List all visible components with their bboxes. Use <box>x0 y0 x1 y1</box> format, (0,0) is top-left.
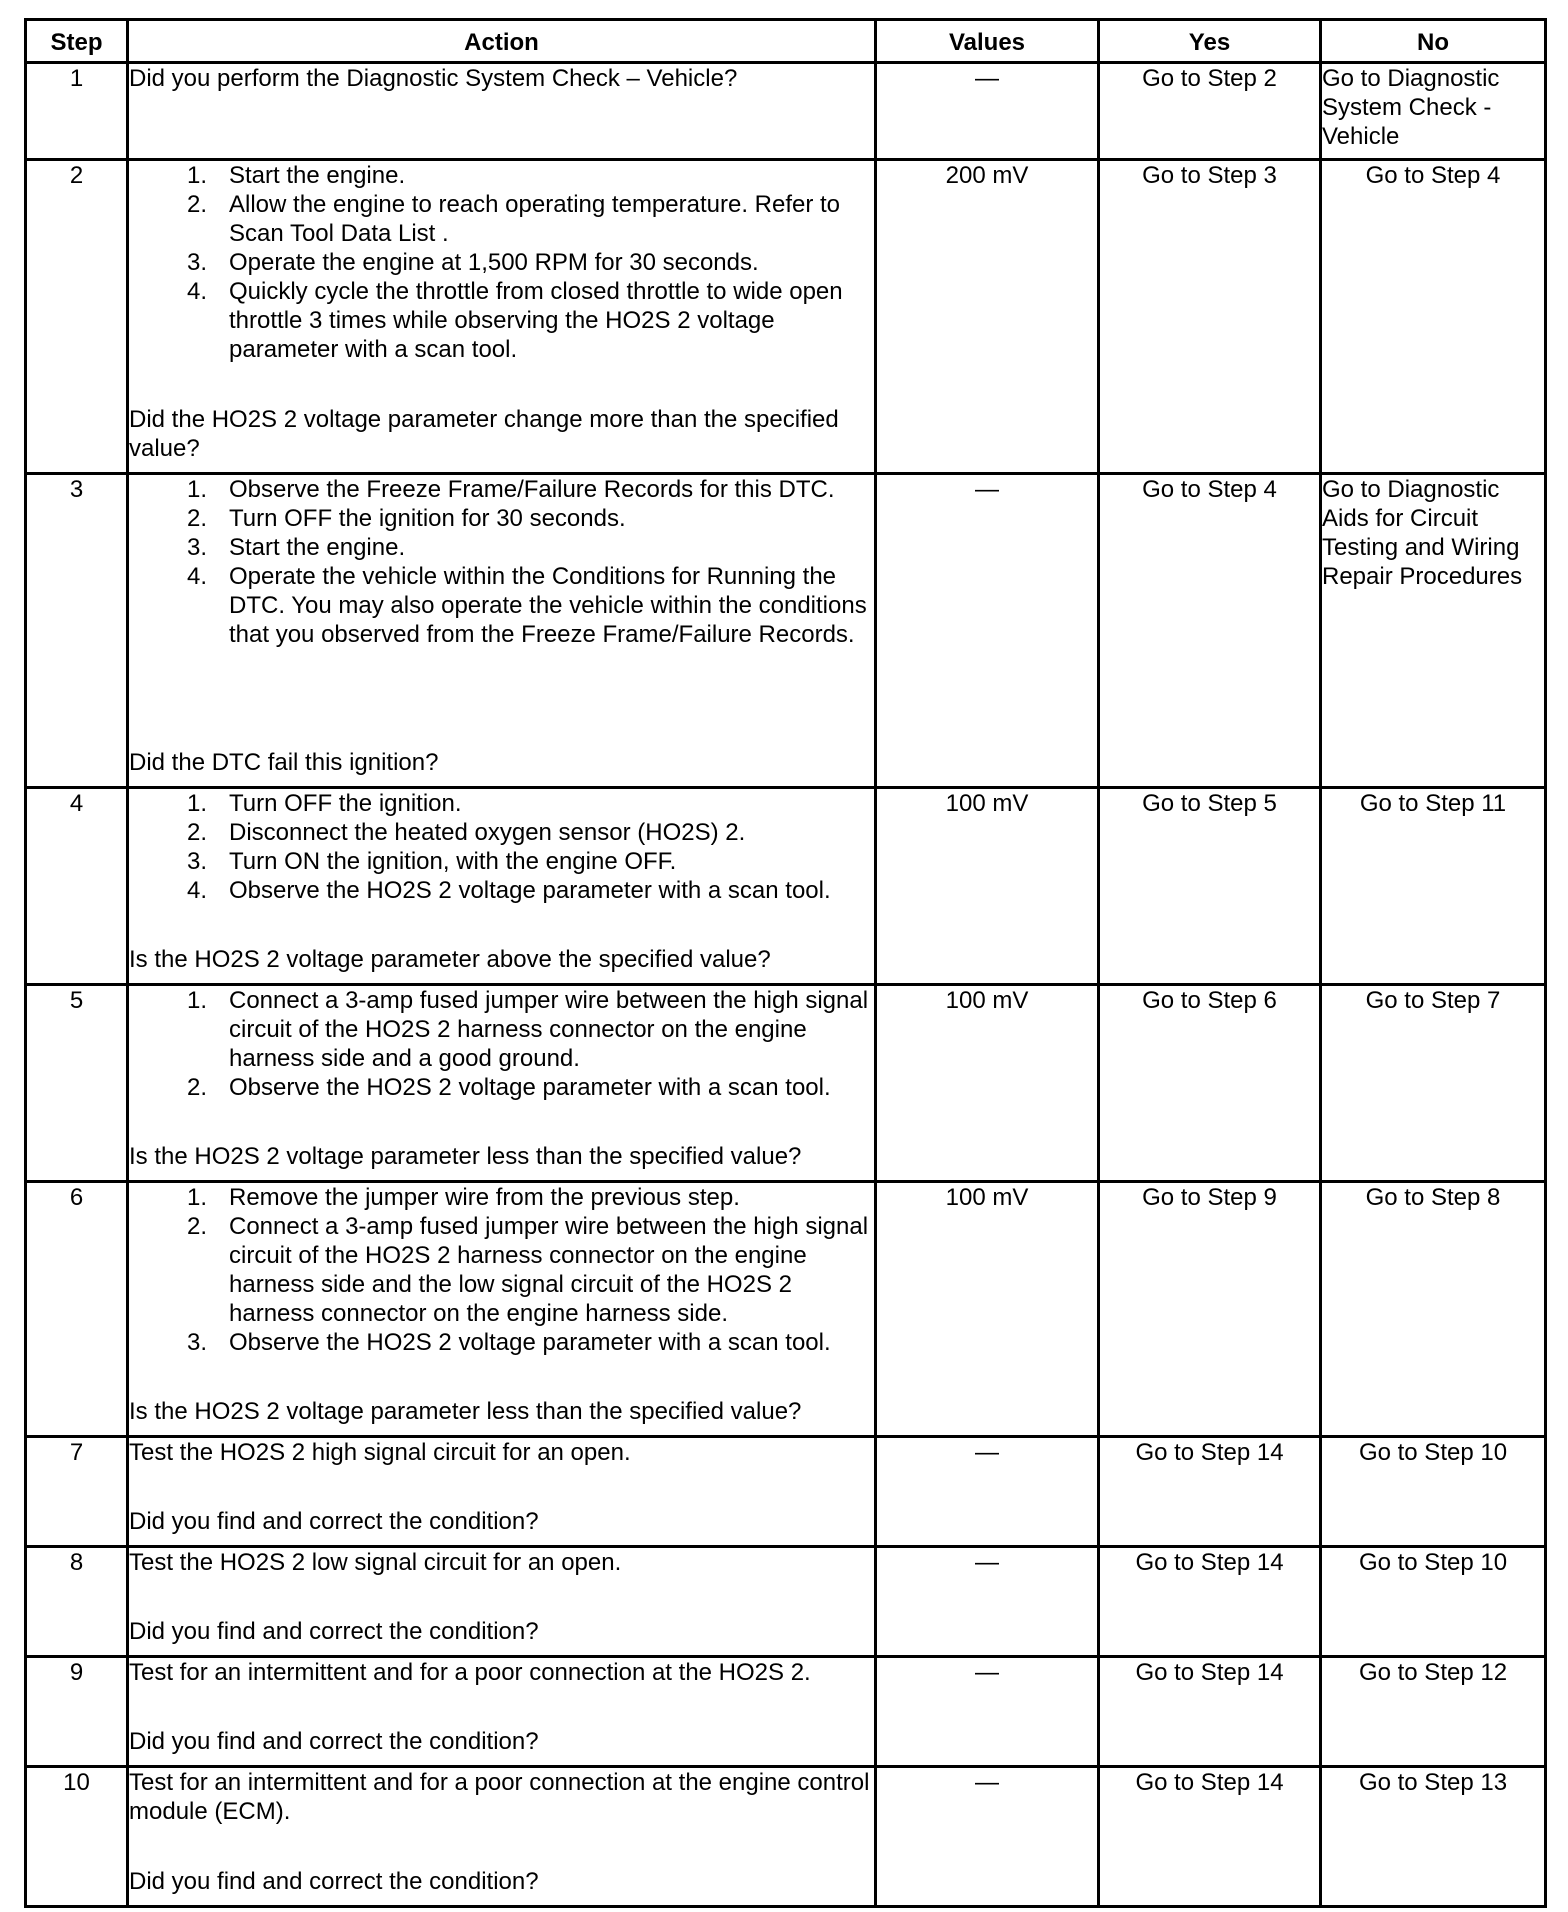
procedure-item-text: Observe the HO2S 2 voltage parameter with a scan tool. <box>229 1329 831 1356</box>
procedure-item-text: Disconnect the heated oxygen sensor (HO2S) 2. <box>229 819 746 846</box>
procedure-item-text: Operate the vehicle within the Conditions for Running the DTC. You may also operate the vehicle within the conditions that you observed from the Freeze Frame/Failure Records. <box>229 563 867 648</box>
procedure-item-text: Operate the engine at 1,500 RPM for 30 seconds. <box>229 249 759 276</box>
action-question: Did you find and correct the condition? <box>129 1618 539 1645</box>
procedure-item-number: 2. <box>186 819 207 846</box>
header-step: Step <box>26 20 128 63</box>
procedure-item <box>129 1073 874 1102</box>
value-cell: 200 mV <box>876 160 1099 474</box>
action-cell <box>128 474 876 788</box>
procedure-list <box>129 475 874 649</box>
procedure-item-number: 2. <box>186 1074 207 1101</box>
procedure-item <box>129 475 874 504</box>
step-number: 9 <box>26 1657 128 1767</box>
procedure-item <box>129 876 874 905</box>
procedure-item-text: Connect a 3-amp fused jumper wire between the high signal circuit of the HO2S 2 harness connector on the engine harness side and the low signal circuit of the HO2S 2 harness connector on the engine harness side. <box>229 1213 869 1327</box>
step-number: 8 <box>26 1547 128 1657</box>
procedure-item-text: Start the engine. <box>229 534 406 561</box>
value-cell: — <box>876 1767 1099 1907</box>
procedure-list <box>129 161 874 364</box>
value-cell: 100 mV <box>876 985 1099 1182</box>
action-cell <box>128 1767 876 1907</box>
action-cell <box>128 1182 876 1437</box>
yes-cell: Go to Step 14 <box>1099 1767 1321 1907</box>
action-cell <box>128 160 876 474</box>
header-action: Action <box>128 20 876 63</box>
diagnostic-table <box>24 18 1547 1908</box>
action-cell <box>128 985 876 1182</box>
header-no: No <box>1321 20 1546 63</box>
yes-cell: Go to Step 2 <box>1099 63 1321 160</box>
procedure-item-number: 3. <box>186 534 207 561</box>
action-question: Did the DTC fail this ignition? <box>129 749 439 776</box>
yes-cell: Go to Step 4 <box>1099 474 1321 788</box>
step-number: 2 <box>26 160 128 474</box>
yes-cell: Go to Step 3 <box>1099 160 1321 474</box>
procedure-item-text: Turn OFF the ignition. <box>229 790 462 817</box>
procedure-list <box>129 986 874 1102</box>
procedure-item <box>129 161 874 190</box>
header-values: Values <box>876 20 1099 63</box>
table-row <box>26 1767 1546 1907</box>
action-intro: Did you perform the Diagnostic System Check – Vehicle? <box>129 65 738 92</box>
action-cell <box>128 1437 876 1547</box>
procedure-item-text: Allow the engine to reach operating temperature. Refer to Scan Tool Data List . <box>229 191 841 247</box>
action-question: Is the HO2S 2 voltage parameter less than the specified value? <box>129 1143 802 1170</box>
procedure-item-text: Remove the jumper wire from the previous step. <box>229 1184 740 1211</box>
value-cell: 100 mV <box>876 788 1099 985</box>
procedure-item-number: 4. <box>186 877 207 904</box>
yes-cell: Go to Step 14 <box>1099 1547 1321 1657</box>
action-question: Is the HO2S 2 voltage parameter less than the specified value? <box>129 1398 802 1425</box>
procedure-item-number: 2. <box>186 505 207 532</box>
yes-cell: Go to Step 9 <box>1099 1182 1321 1437</box>
table-row <box>26 788 1546 985</box>
action-question: Is the HO2S 2 voltage parameter above the specified value? <box>129 946 771 973</box>
table-row <box>26 1182 1546 1437</box>
procedure-item-text: Turn ON the ignition, with the engine OFF. <box>229 848 677 875</box>
procedure-item <box>129 562 874 649</box>
table-row <box>26 985 1546 1182</box>
step-number: 10 <box>26 1767 128 1907</box>
value-cell: — <box>876 63 1099 160</box>
header-yes: Yes <box>1099 20 1321 63</box>
procedure-item <box>129 190 874 248</box>
procedure-item-number: 1. <box>186 476 207 503</box>
procedure-item-text: Turn OFF the ignition for 30 seconds. <box>229 505 626 532</box>
action-intro: Test the HO2S 2 low signal circuit for an open. <box>129 1549 622 1576</box>
procedure-item-number: 1. <box>186 987 207 1014</box>
procedure-item-number: 4. <box>186 563 207 590</box>
procedure-item-number: 4. <box>186 278 207 305</box>
table-row <box>26 1547 1546 1657</box>
action-cell <box>128 63 876 160</box>
value-cell: — <box>876 474 1099 788</box>
value-cell: — <box>876 1657 1099 1767</box>
no-cell: Go to Step 10 <box>1321 1547 1546 1657</box>
no-cell: Go to Step 4 <box>1321 160 1546 474</box>
no-cell: Go to Step 12 <box>1321 1657 1546 1767</box>
no-cell: Go to Step 7 <box>1321 985 1546 1182</box>
no-cell: Go to Step 8 <box>1321 1182 1546 1437</box>
action-intro: Test for an intermittent and for a poor connection at the HO2S 2. <box>129 1659 811 1686</box>
procedure-list <box>129 1183 874 1357</box>
procedure-item-number: 2. <box>186 191 207 218</box>
step-number: 6 <box>26 1182 128 1437</box>
procedure-item <box>129 248 874 277</box>
procedure-item <box>129 818 874 847</box>
procedure-item-text: Observe the HO2S 2 voltage parameter with a scan tool. <box>229 1074 831 1101</box>
procedure-item <box>129 277 874 364</box>
yes-cell: Go to Step 5 <box>1099 788 1321 985</box>
procedure-item <box>129 986 874 1073</box>
procedure-item <box>129 789 874 818</box>
procedure-item <box>129 1328 874 1357</box>
action-question: Did you find and correct the condition? <box>129 1868 539 1895</box>
procedure-list <box>129 789 874 905</box>
procedure-item-text: Quickly cycle the throttle from closed throttle to wide open throttle 3 times while observing the HO2S 2 voltage parameter with a scan tool. <box>229 278 843 363</box>
action-cell <box>128 1547 876 1657</box>
action-intro: Test for an intermittent and for a poor connection at the engine control module (ECM). <box>129 1769 870 1825</box>
table-row <box>26 474 1546 788</box>
no-cell: Go to Step 13 <box>1321 1767 1546 1907</box>
table-row <box>26 1437 1546 1547</box>
header-row <box>26 20 1546 63</box>
yes-cell: Go to Step 6 <box>1099 985 1321 1182</box>
yes-cell: Go to Step 14 <box>1099 1657 1321 1767</box>
yes-cell: Go to Step 14 <box>1099 1437 1321 1547</box>
procedure-item <box>129 847 874 876</box>
table-row <box>26 1657 1546 1767</box>
action-intro: Test the HO2S 2 high signal circuit for an open. <box>129 1439 631 1466</box>
procedure-item-number: 1. <box>186 790 207 817</box>
procedure-item <box>129 504 874 533</box>
procedure-item <box>129 1183 874 1212</box>
procedure-item-number: 3. <box>186 848 207 875</box>
procedure-item-text: Observe the HO2S 2 voltage parameter with a scan tool. <box>229 877 831 904</box>
no-cell: Go to Step 10 <box>1321 1437 1546 1547</box>
action-question: Did the HO2S 2 voltage parameter change more than the specified value? <box>129 406 839 462</box>
value-cell: — <box>876 1547 1099 1657</box>
procedure-item-number: 2. <box>186 1213 207 1240</box>
procedure-item-text: Connect a 3-amp fused jumper wire between the high signal circuit of the HO2S 2 harness connector on the engine harness side and a good ground. <box>229 987 869 1072</box>
procedure-item-number: 3. <box>186 1329 207 1356</box>
procedure-item-number: 1. <box>186 162 207 189</box>
procedure-item-number: 3. <box>186 249 207 276</box>
action-question: Did you find and correct the condition? <box>129 1508 539 1535</box>
no-cell: Go to Diagnostic Aids for Circuit Testing and Wiring Repair Procedures <box>1321 474 1546 788</box>
table-row <box>26 160 1546 474</box>
procedure-item <box>129 1212 874 1328</box>
action-cell <box>128 788 876 985</box>
action-question: Did you find and correct the condition? <box>129 1728 539 1755</box>
step-number: 1 <box>26 63 128 160</box>
no-cell: Go to Diagnostic System Check - Vehicle <box>1321 63 1546 160</box>
procedure-item-text: Observe the Freeze Frame/Failure Records for this DTC. <box>229 476 835 503</box>
value-cell: 100 mV <box>876 1182 1099 1437</box>
table-row <box>26 63 1546 160</box>
no-cell: Go to Step 11 <box>1321 788 1546 985</box>
step-number: 4 <box>26 788 128 985</box>
procedure-item <box>129 533 874 562</box>
action-cell <box>128 1657 876 1767</box>
value-cell: — <box>876 1437 1099 1547</box>
step-number: 3 <box>26 474 128 788</box>
step-number: 7 <box>26 1437 128 1547</box>
step-number: 5 <box>26 985 128 1182</box>
procedure-item-text: Start the engine. <box>229 162 406 189</box>
procedure-item-number: 1. <box>186 1184 207 1211</box>
